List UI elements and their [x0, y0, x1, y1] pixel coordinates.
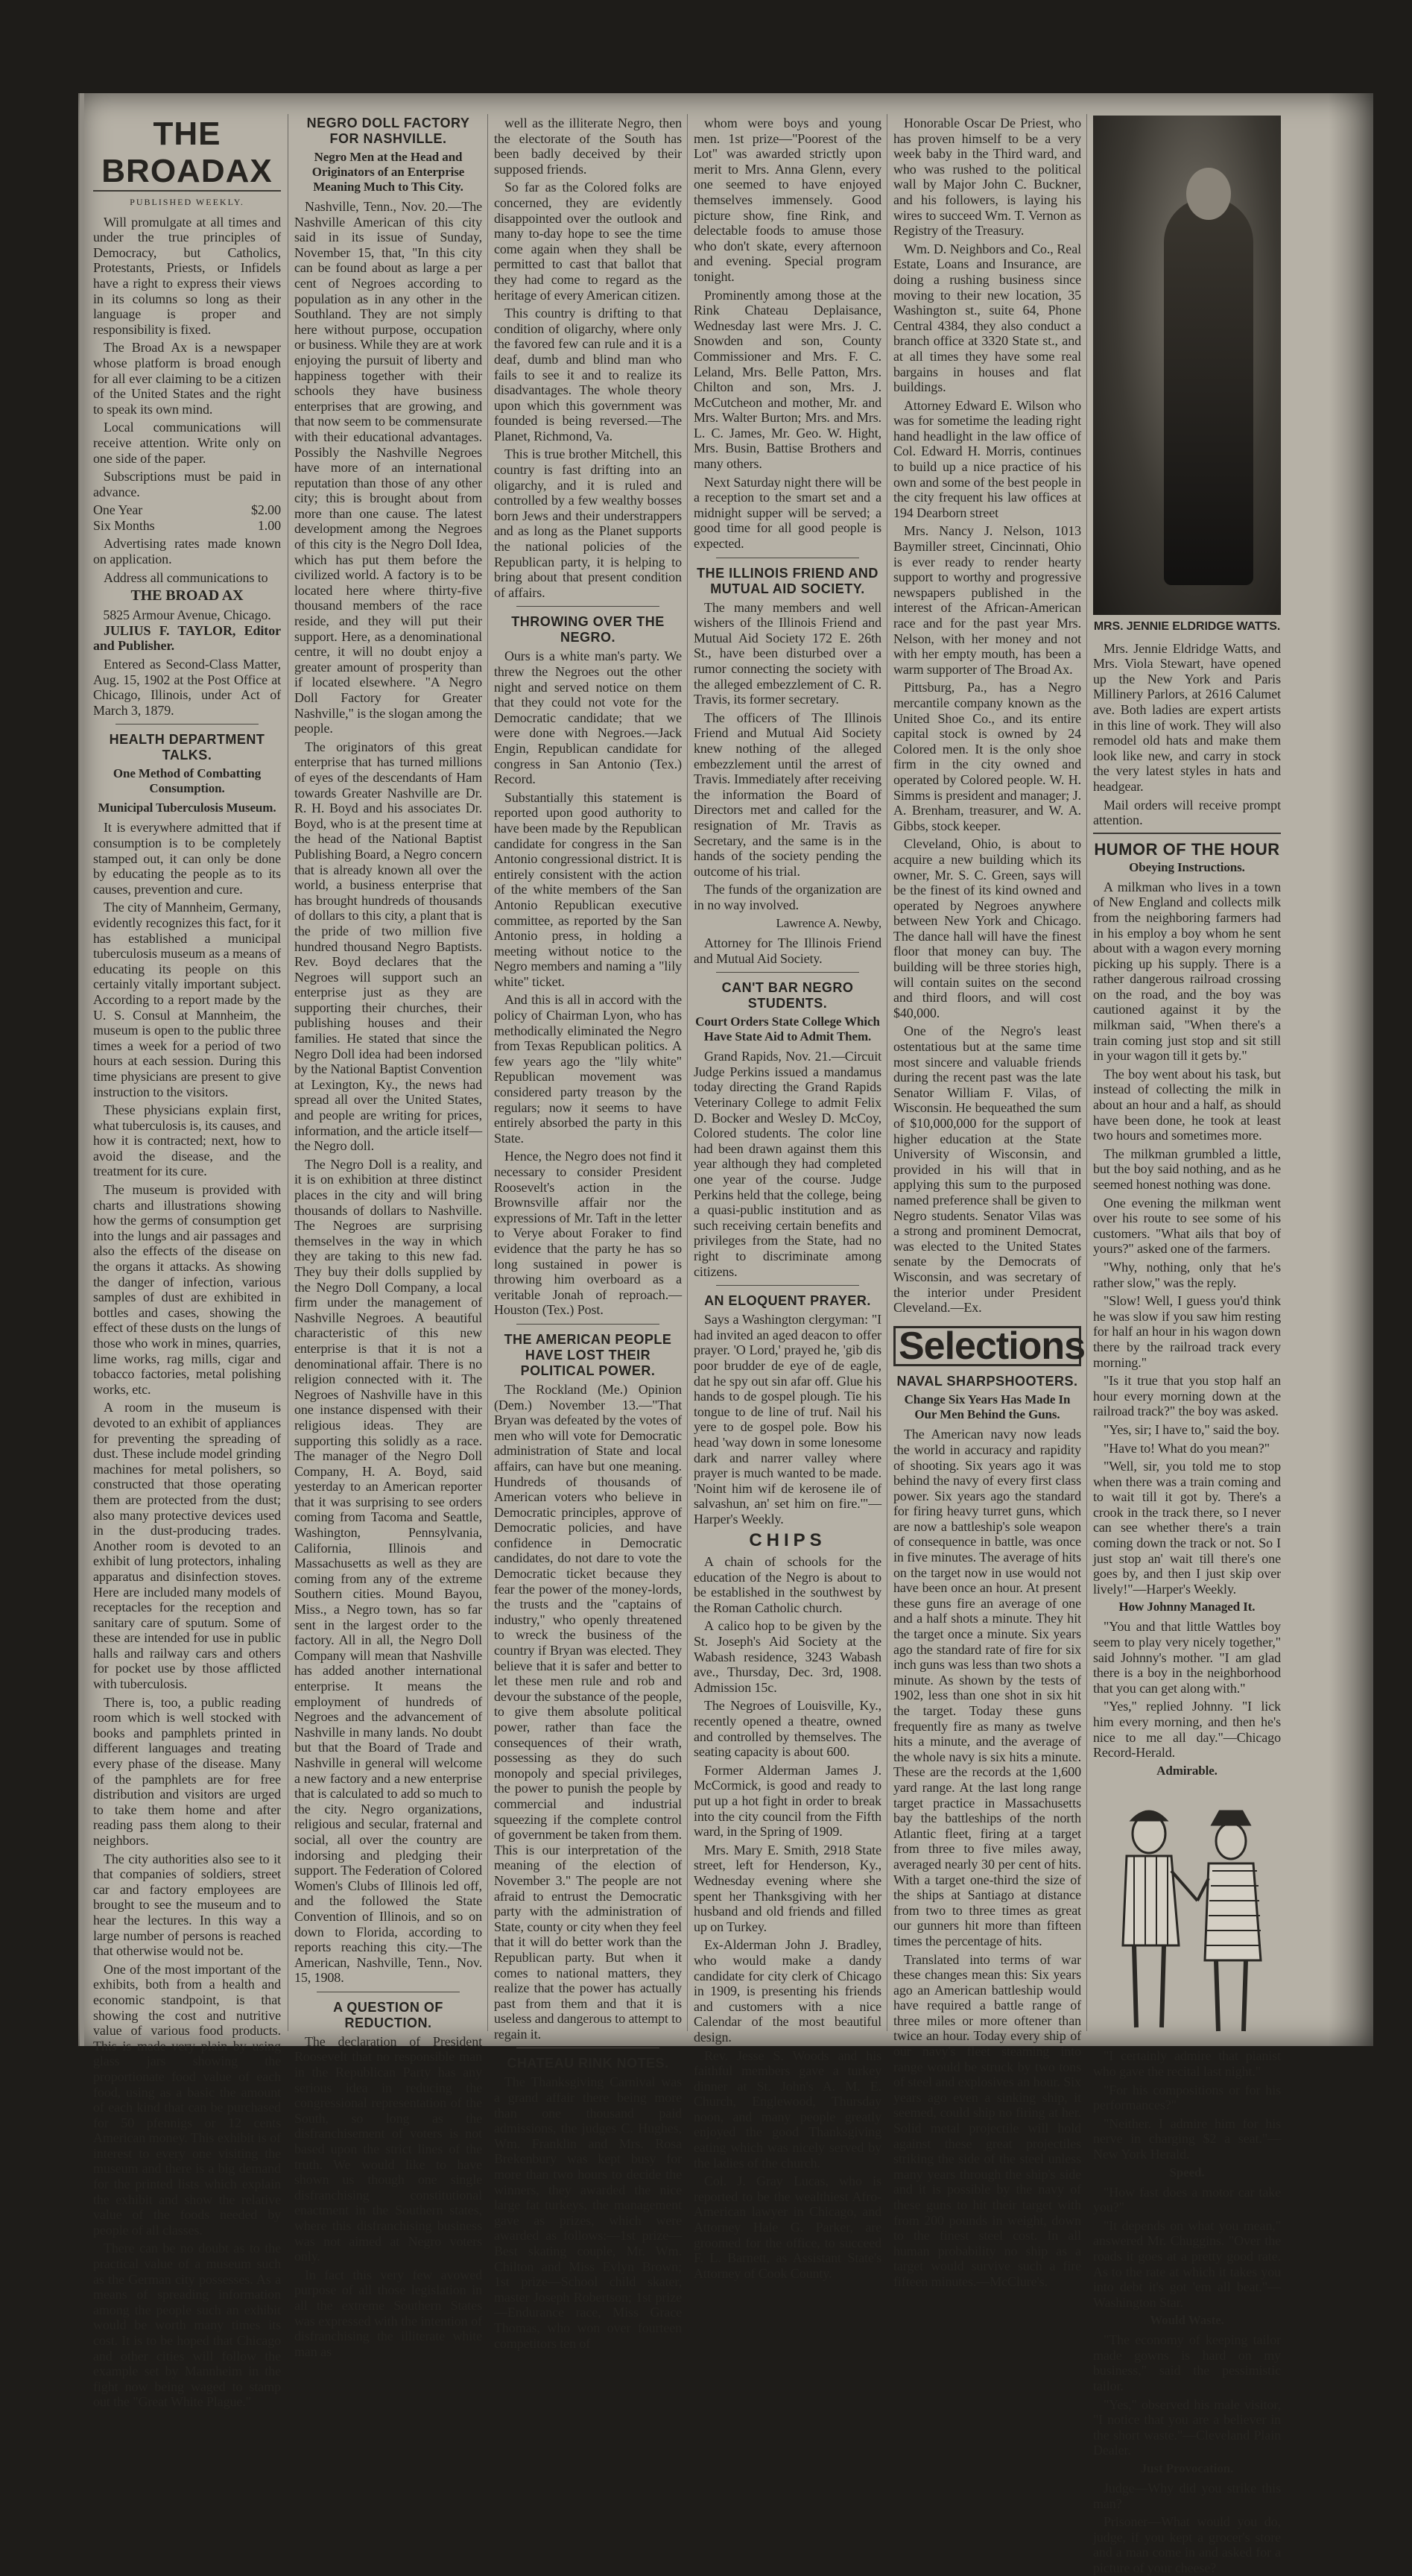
paragraph: "Why, nothing, only that he's rather slow," was the reply.	[1093, 1259, 1281, 1290]
paragraph: The funds of the organization are in no way involved.	[694, 882, 881, 912]
paragraph: The American navy now leads the world in accuracy and rapidity of shooting. Six years ago it was behind the navy of every first class power. Six years ago the standard for firing heavy turret guns, which are now a battleship's sole weapon of consequence in battle, was once in five minutes. The average of hits on the target now in use would not have been once an hour. At present these guns fire an average of one and a half shots a minute. They hit the target once a minute. Six years ago the standard rate of fire for six inch guns was less than two shots a minute. As shown by the tests of 1902, less than one shot in six hit the target. Today these guns frequently fire as many as twelve hits a minute, and the average of the whole navy is six hits a minute. These are the records at the 1,600 yard range. At the last long range target practice in Massachusetts bay the battleships of the north Atlantic fleet, firing at a target from three to five miles away, averaged nearly 30 per cent of hits. With a target one-third the size of the ships at Santiago at distance from two to three times as great our gunners hit more than fifteen times the percentage of hits.	[893, 1427, 1081, 1948]
paragraph: well as the illiterate Negro, then the electorate of the South has been badly deceived by their supposed friends.	[494, 116, 682, 177]
paper-address: 5825 Armour Avenue, Chicago.	[103, 607, 271, 623]
editor-line: JULIUS F. TAYLOR, Editor and Publisher.	[93, 622, 281, 654]
article-subheading: How Johnny Managed It.	[1118, 1600, 1256, 1614]
portrait-photo	[1093, 116, 1281, 615]
masthead-subtitle: PUBLISHED WEEKLY.	[130, 197, 244, 207]
binding-rail	[80, 93, 84, 2046]
paragraph: Judge—Why did you strike this man?	[1093, 2481, 1281, 2511]
masthead-policy: Will promulgate at all times and under the true principles of Democracy, but Catholics, Protestants, Priests, or Infidels have a right to express their views in its columns so long as their language is proper and responsibility is fixed.	[93, 214, 281, 337]
article-subheading: Court Orders State College Which Have State Aid to Admit Them.	[695, 1014, 880, 1044]
article-heading: THROWING OVER THE NEGRO.	[511, 614, 665, 645]
paragraph: These physicians explain first, what tuberculosis is, its causes, and how it is contracted; next, how to avoid the disease, and the treatment for its cure.	[93, 1102, 281, 1179]
article-subheading: Speed.	[1169, 2165, 1205, 2179]
paragraph: The officers of The Illinois Friend and Mutual Aid Society knew nothing of the alleged embezzlement until the arrest of Travis. Immediately after receiving the information the Board of Directors met and called for the resignation of Mr. Travis as Secretary, and the same is in the hands of the society pending the outcome of his trial.	[694, 710, 881, 879]
paragraph: "Yes," observed his male visitor, "I notice that you are a believer in the short waste."—Cleveland Plain Dealer.	[1093, 2396, 1281, 2458]
column-rule	[687, 114, 688, 2031]
paragraph: A calico hop to be given by the St. Joseph's Aid Society at the Wabash residence, 3243 Wabash ave., Thursday, Dec. 3rd, 1908. Admission 15c.	[694, 1618, 881, 1695]
paragraph: The declaration of President Roosevelt that no responsible man in the Republican Party has any serious idea in reducing the congressional representation of the South, so long as the disfranchisement of voters is not based upon the strict lines of the truth. We would like to have shown us though one single disfranchising constitutional enactment in the Southern states, where this disfranchising business was not aimed at Negro voters only.	[294, 2033, 482, 2264]
paper-name: THE BROAD AX	[130, 587, 244, 604]
article-subheading: Would Waste.	[1150, 2313, 1224, 2328]
cartoon-illustration	[1093, 1789, 1281, 2042]
paragraph: Ours is a white man's party. We threw the Negroes out the other night and served notice on them that they could not vote for the Democratic candidate; that we were done with Negroes.—Jack Engin, Republican candidate for congress in San Antonio (Tex.) Record.	[494, 648, 682, 787]
article-subheading: Obeying Instructions.	[1129, 859, 1245, 874]
masthead-title: THE BROADAX	[93, 116, 281, 192]
paragraph: Col. J. Gray Lucas, who is reported to be the wealthiest Afro-American lawyer in Chicago, and Attorney Hale G. Parker, are groomed for the office, to succeed F. L. Barnett, as Assistant State's Attorney of Cook County.	[694, 2174, 881, 2281]
paragraph: There is, too, a public reading room which is well stocked with books and pamphlets printed in different languages and treating every phase of the disease. Many of the pamphlets are for free distribution and visitors are urged to take them home and after reading pass them along to their neighbors.	[93, 1694, 281, 1848]
paragraph: It is everywhere admitted that if consumption is to be completely stamped out, it can only be done by educating the people as to its causes, prevention and cure.	[93, 820, 281, 897]
paragraph: Honorable Oscar De Priest, who has proven himself to be a very week baby in the Third ward, and who was rushed to the political wall by Major John C. Buckner, and his followers, is laying his wires to succeed Wm. T. Vernon as Registry of the Treasury.	[893, 116, 1081, 239]
paragraph: The originators of this great enterprise that has turned millions of eyes of the descendants of Ham towards Greater Nashville are Dr. R. H. Boyd and his associates Dr. Boyd, who is at the present time at the head of the National Baptist Publishing Board, a Negro concern that is already known all over the world, a business enterprise that has brought hundreds of thousands of dollars to this city, a plant that is the pride of two million five hundred thousand Negro Baptists. Rev. Boyd declares that the Negroes will support such an enterprise just as they are supporting their churches, their publishing houses and their families. He stated that since the Negro Doll idea had been indorsed by the National Baptist Convention at Lexington, Ky., the news had spread all over the United States, and people are writing for prices, information, and the article itself—the Negro doll.	[294, 739, 482, 1154]
paragraph: "Is it true that you stop half an hour every morning down at the railroad track?" the boy was asked.	[1093, 1373, 1281, 1419]
article-heading: THE ILLINOIS FRIEND AND MUTUAL AID SOCIETY.	[697, 565, 878, 596]
paragraph: "Yes," replied Johnny. "I lick him every morning, and then he's nice to me all day."—Chicago Record-Herald.	[1093, 1699, 1281, 1761]
article-heading: HEALTH DEPARTMENT TALKS.	[109, 732, 265, 763]
paragraph: This country is drifting to that condition of oligarchy, where only the favored few can rule and it is a deaf, dumb and blind man who fails to see it and to realize its disadvantages. The whole theory upon which this government was founded is being reversed.—The Planet, Richmond, Va.	[494, 306, 682, 443]
subscription-note: Subscriptions must be paid in advance.	[93, 469, 281, 499]
paragraph: Prominently among those at the Rink Chateau Deplaisance, Wednesday last were Mrs. J. C. Snowden and son, County Commissioner and Mrs. F. C. Leland, Mrs. Belle Patton, Mrs. Chilton and son, Mrs. J. McCutcheon and mother, Mr. and Mrs. Walter Burton; Mrs. and Mrs. L. C. James, Mr. Geo. W. Hight, Mrs. Busin, Battise Brothers and many others.	[694, 287, 881, 472]
paragraph: "Have to! What do you mean?"	[1104, 1440, 1270, 1456]
column-rule	[1086, 114, 1087, 2031]
article-heading: AN ELOQUENT PRAYER.	[704, 1293, 871, 1309]
paragraph: Mrs. Nancy J. Nelson, 1013 Baymiller street, Cincinnati, Ohio is ever ready to render hearty support to worthy and progressive newspapers published in the interest of the African-American race and for the past year Mrs. Nelson, with her money and not with her empty mouth, has been a warm supporter of The Broad Ax.	[893, 523, 1081, 677]
cartoon-title: Admirable.	[1156, 1763, 1218, 1778]
paragraph: The many members and well wishers of the Illinois Friend and Mutual Aid Society 172 E. 26th St., have been disturbed over a rumor connecting the society with the alleged embezzlement of C. R. Travis, its former secretary.	[694, 599, 881, 707]
paragraph: The city of Mannheim, Germany, evidently recognizes this fact, for it has established a municipal tuberculosis museum as a means of educating its people on this certainly vitally important subject. According to a report made by the U. S. Consul at Mannheim, the museum is open to the public three times a week for a period of two hours at each session. During this time physicians are present to give instruction to the visitors.	[93, 900, 281, 1099]
paragraph: "For his compositions or for his performances?"	[1093, 2082, 1281, 2113]
entered-note: Entered as Second-Class Matter, Aug. 15, 1902 at the Post Office at Chicago, Illinois, under Act of March 3, 1879.	[93, 657, 281, 718]
paragraph: Substantially this statement is reported upon good authority to have been made by the Republican candidate for congress in the San Antonio congressional district. It is entirely consistent with the action of the white members of the San Antonio Republican executive committee, as reported by the San Antonio press, in holding a meeting without notice to the Negro members and naming a "lily white" ticket.	[494, 789, 682, 989]
paragraph: One of the Negro's least ostentatious but at the same time most sincere and valuable friends during the recent past was the late Senator William F. Vilas, of Wisconsin. He bequeathed the sum of $10,000,000 for the support of higher education at the State University of Wisconsin, and provided in his will that in applying this sum to the purposed named preference shall be given to Negro students. Senator Vilas was a strong and prominent Democrat, was elected to the United States senate by the Democrats of Wisconsin, and was secretary of the interior under President Cleveland.—Ex.	[893, 1023, 1081, 1316]
rate-row: One Year $2.00	[93, 502, 281, 518]
paragraph: Mrs. Jennie Eldridge Watts, and Mrs. Viola Stewart, have opened up the New York and Paris Millinery Parlors, at 2616 Calumet ave. Both ladies are expert artists in this line of work. They will also remodel old hats and make them look like new, and carry in stock the very latest styles in hats and headgear.	[1093, 640, 1281, 794]
paragraph: In fact this very few avowed purpose of all those legislation in all the extreme Southern States was expressed with the intention of disfranchising the illiterate white man as	[294, 2267, 482, 2359]
column-1	[93, 116, 281, 2410]
paragraph: Ex-Alderman John J. Bradley, who would make a dandy candidate for city clerk of Chicago in 1909, is presenting his friends and customers with a nice Calendar of the most beautiful design.	[694, 1937, 881, 2045]
paragraph: Next Saturday night there will be a reception to the smart set and a midnight supper will be served; a good time for all good people is expected.	[694, 474, 881, 552]
column-3	[494, 116, 682, 2351]
article-heading: CAN'T BAR NEGRO STUDENTS.	[721, 980, 854, 1011]
paragraph: Mrs. Mary E. Smith, 2918 State street, left for Henderson, Ky., Wednesday evening where she spent her Thanksgiving with her husband and old friends and filled up on Turkey.	[694, 1842, 881, 1934]
column-6	[1093, 116, 1281, 2575]
photo-caption: MRS. JENNIE ELDRIDGE WATTS.	[1093, 620, 1281, 633]
paragraph: Mail orders will receive prompt attention.	[1093, 797, 1281, 828]
article-subheading: One Method of Combatting Consumption.	[113, 766, 262, 796]
article-subheading: Negro Men at the Head and Originators of an Enterprise Meaning Much to This City.	[311, 150, 465, 194]
cartoon-figure-right	[1197, 1811, 1261, 2031]
article-heading: THE AMERICAN PEOPLE HAVE LOST THEIR POLITICAL POWER.	[504, 1331, 672, 1378]
paragraph: One evening the milkman went over his route to see some of his customers. "What ails that boy of yours?" asked one of the farmers.	[1093, 1195, 1281, 1257]
paragraph: Grand Rapids, Nov. 21.—Circuit Judge Perkins issued a mandamus today directing the Grand Rapids Veterinary College to admit Felix D. Bocker and Wesley D. McCoy, Colored students. The color line had been drawn against them this year although they had completed one year of the course. Judge Perkins held that the college, being a quasi-public institution and as such receiving certain benefits and privileges from the State, had no right to discriminate among citizens.	[694, 1049, 881, 1279]
paragraph: So far as the Colored folks are concerned, they are evidently disappointed over the outlook and many to-day hope to see the time come again when they shall be permitted to cast that ballot that they had come to regard as the heritage of every American citizen.	[494, 180, 682, 303]
cartoon-figure-left	[1123, 1811, 1197, 2027]
column-5	[893, 116, 1086, 2289]
paragraph: The boy went about his task, but instead of collecting the milk in about an hour and a half, as should have been done, he took at least two hours and sometimes more.	[1093, 1066, 1281, 1143]
paragraph: "Well, sir, you told me to stop when there was a train coming and to wait till it got by. There's a crook in the track there, so I never can see whether there's a train coming down the track or not. So I just stop an' wait till there's one goes by, and then I just skip over lively!"—Harper's Weekly.	[1093, 1459, 1281, 1597]
paragraph: "The economy of keeping tailor made gowns is hard on my business," said the pessimistic tailor.	[1093, 2332, 1281, 2394]
paragraph: The Negroes of Louisville, Ky., recently opened a theatre, owned and controlled by themselves. The seating capacity is about 600.	[694, 1698, 881, 1760]
article-subheading: Just Provocation.	[1140, 2461, 1234, 2476]
column-4	[694, 116, 881, 2281]
paragraph: "Neither. I admire him for his nerve in charging $2 a seat."—New York Herald.	[1093, 2115, 1281, 2162]
paragraph: The Thanksgiving Carnival was a grand affair there being more than one thousand paid admissions, the judges C. Hughes, Wm. Franklin and Mrs. Rosa Brekenbury was kept busy for more than two hours to decide the winners, they awarded the nice large fat turkeys, the management gave as prizes, which were awarded as follows:—1st prize—Best skating couple, Mr. Wm. Chilton and Miss Evlyn Brown; 1st prize—School child skater, master Joseph Robertson; 1st prize—Endurance race, Miss Grace Thomas, who won over fourteen competitors ten of	[494, 2074, 682, 2351]
portrait-figure	[1164, 198, 1253, 585]
paragraph: A room in the museum is devoted to an exhibit of appliances for preventing the spreading of dust. These include model grinding machines for metal polishers, so constructed that those operating them are protected from the dust; also many protective devices used in the dust-producing trades. Another room is devoted to an exhibit of lung protectors, inhaling apparatus and disinfection stoves. Here are included many models of receptacles for the reception and sanitary care of sputum. Some of these are intended for use in public halls and railway cars and others for pocket use by those afflicted with tuberculosis.	[93, 1400, 281, 1692]
signature-title: Attorney for The Illinois Friend and Mutual Aid Society.	[694, 935, 881, 966]
paragraph: One of the most important of the exhibits, both from a health and economic standpoint, is that showing the cost and nutritive value of various food products. This is made very plain by using glass jars showing the proportionate food value of each food, using as a basic the amount of each kind that can be purchased for 50 pfennigs or 12 cents American money. This exhibit is of interest to every one visiting the museum and there is a big demand for the printed lists which explain the exhibit and show the relative value of the foods needed by people of all classes.	[93, 1961, 281, 2238]
paragraph: whom were boys and young men. 1st prize—"Poorest of the Lot" was awarded strictly upon merit to Mrs. Anna Glenn, every one seemed to have enjoyed themselves immensely. Good picture show, fine Rink, and delectable foods to amuse those who don't skate, every afternoon and evening. Special program tonight.	[694, 116, 881, 284]
paragraph: "Slow! Well, I guess you'd think he was slow if you saw him resting for half an hour in his wagon down there by the railroad track every morning."	[1093, 1293, 1281, 1370]
portrait-head	[1186, 168, 1231, 220]
paragraph: The Negro Doll is a reality, and it is on exhibition at three distinct places in the city and will bring thousands of dollars to Nashville. The Negroes are surprising themselves in the way in which they are taking to this new fad. They buy their dolls supplied by the Negro Doll Company, a local firm under the management of Nashville Negroes. A beautiful characteristic of this new enterprise is that it is not a denominational affair. There is no religion connected with it. The Negroes of Nashville have in this one instance dispensed with their religious ideas. They are supporting this solidly as a race. The manager of the Negro Doll Company, H. A. Boyd, said yesterday to an American reporter that it was surprising to see orders coming from Tacoma and Seattle, Washington, Pennsylvania, California, Illinois and Massachusetts as well as they are coming from any of the extreme Southern cities. Mound Bayou, Miss., a Negro town, has so far sent in the largest order to the factory. All in all, the Negro Doll Company will mean that Nashville has added another international enterprise. It means the employment of hundreds of Negroes and the advancement of Nashville in many lands. No doubt but that the Board of Trade and Nashville in general will welcome a new factory and a new enterprise that is calculated to add so much to the city. Negro organizations, religious and secular, fraternal and social, all over the country are indorsing and pledging their support. The Federation of Colored Women's Clubs of Illinois led off, and the followed the State Convention of Illinois, and so on down to Florida, according to reports reaching this city.—The American, Nashville, Tenn., Nov. 15, 1908.	[294, 1156, 482, 1986]
article-heading: A QUESTION OF REDUCTION.	[333, 1999, 443, 2030]
paragraph: The city authorities also see to it that companies of soldiers, street car and factory employees are brought to see the museum and to hear the lectures. In this way a large number of persons is reached that otherwise would not be.	[93, 1851, 281, 1959]
paragraph: The Rockland (Me.) Opinion (Dem.) November 13.—"That Bryan was defeated by the votes of men who will vote for Democratic administration of State and local affairs, can have but one meaning. Hundreds of thousands of American voters who believe in Democratic principles, approve of Democratic policies, and have confidence in Democratic candidates, do not dare to vote the Democratic ticket because they fear the power of the money-lords, the trusts and the "captains of industry," who openly threatened to wreck the business of the country if Bryan was elected. They believe that it is safer and better to let these men rule and rob and devour the substance of the people, to give them absolute political power, rather than face the consequences of their wrath, possessing as they do such monopoly and special privileges, the power to punish the people by commercial and industrial squeezing if the complete control of government be taken from them. This is our interpretation of the meaning of the election of November 3." The people are not afraid to entrust the Democratic party with the administration of State, county or city when they feel that it will do better work than the Republican party. But when it comes to national matters, they realize that the power has actually past from them and that it is useless and dangerous to attempt to regain it.	[494, 1381, 682, 2042]
selections-banner: Selections	[893, 1326, 1081, 1367]
paragraph: Says a Washington clergyman: "I had invited an aged deacon to offer prayer. 'O Lord,' prayed he, 'gib dis poor brudder de eye of de eagle, dat he spy out sin afar off. Glue his hands to de gospel plough. Tie his tongue to de line of truf. Nail his yere to de gospel pole. Bow his head 'way down in some lonesome dark and narrer valley where prayer is much wanted to be made. 'Noint him wif de kerosene ile of salvashun, an' set him on fire.'"—Harper's Weekly.	[694, 1312, 881, 1527]
masthead-local: Local communications will receive attention. Write only on one side of the paper.	[93, 420, 281, 466]
paragraph: "You and that little Wattles boy seem to play very nicely together," said Johnny's mother. "I am glad there is a boy in the neighborhood that you can get along with."	[1093, 1619, 1281, 1696]
paragraph: Hence, the Negro does not find it necessary to consider President Roosevelt's action in the Brownsville affair nor the expressions of Mr. Taft in the letter to Verye about Foraker to find evidence that the party he has so long sustained in power is throwing him overboard as a veritable Jonah of reproach.—Houston (Tex.) Post.	[494, 1149, 682, 1318]
paragraph: Translated into terms of war these changes mean this: Six years ago an American battleship would have required a battle range of three miles or more oftener than twice an hour. Today every ship of our navy's fleet steaming into range would be struck by two tons of steel and explosives an hour. Six years ago even a sinking ship, it seemed, could ship no firing at her. Solid metal projectile will hold against these great projectiles striking the side of the steel unless many years through the ship's side and it is possible by the navy of these guns to hit their target with from 200 pounds in weight, down to the finest steel cost. In all human probability no ship as a target would survive such a fire fifteen minutes.—McClure's.	[893, 1951, 1081, 2289]
paragraph: Cleveland, Ohio, is about to acquire a new building which its owner, Mr. S. C. Green, says will be the finest of its kind owned and operated by Negroes anywhere between New York and Chicago. The dance hall will have the finest floor that money can buy. The building will be three stories high, will contain suites on the second and third floors, and will cost $40,000.	[893, 836, 1081, 1020]
paragraph: "How fast does a motor car take you?"	[1093, 2184, 1281, 2215]
paragraph: A chain of schools for the education of the Negro is about to be established in the southwest by the Roman Catholic church.	[694, 1554, 881, 1615]
article-subheading: Municipal Tuberculosis Museum.	[98, 801, 276, 815]
paragraph: A milkman who lives in a town of New England and collects milk from the neighboring farmers had in his employ a boy whom he sent about with a wagon every morning picking up his supply. There is a rather dangerous railroad crossing on the road, and the boy was cautioned against it by the milkman said, "When there's a train coming just stop and sit still in your wagon till it gets by."	[1093, 879, 1281, 1064]
masthead-statement: The Broad Ax is a newspaper whose platform is broad enough for all ever claiming to be a citizen of the United States and the right to speak its own mind.	[93, 340, 281, 417]
paragraph: This is true brother Mitchell, this country is fast drifting into an oligarchy, and it is ruled and controlled by a few wealthy bosses born Jews and their understrappers and as long as the Planet supports the national policies of the Republican party, it is helping to bring about that present condition of affairs.	[494, 446, 682, 600]
newspaper-page	[78, 93, 1373, 2575]
rate-row: Six Months 1.00	[93, 517, 281, 533]
paragraph: And this is all in accord with the policy of Chairman Lyon, who has methodically eliminated the Negro from Texas Republican politics. A few years ago the "lily white" Republican movement was considered party treason by the regulars; now it seems to have entirely absorbed the party in this State.	[494, 992, 682, 1146]
paragraph: Attorney Edward E. Wilson who was for sometime the leading right hand headlight in the law office of Col. Edward H. Morris, continues to build up a nice practice of his own and some of the best people in the city frequent his law offices at 194 Dearborn street	[893, 397, 1081, 520]
paragraph: Wm. D. Neighbors and Co., Real Estate, Loans and Insurance, are doing a rushing business since moving to their new location, 35 Washington st., suite 64, Phone Central 4384, they also conduct a branch office at 3320 State st., and at all times they have some real bargains in houses and flat buildings.	[893, 241, 1081, 395]
column-rule	[487, 114, 488, 2031]
paragraph: There can be no doubt as to the practical value of a museum such as the German city possesses. As a means of spreading information among the people such an exhibit would be worth many times its cost. It is to be hoped that Chicago and other cities will follow the example set by Mannheim in the fight now being waged to stamp out the "Great White Plague."	[93, 2241, 281, 2410]
advertising-note: Advertising rates made known on application.	[93, 536, 281, 567]
signature: Lawrence A. Newby,	[776, 915, 881, 930]
humor-heading: HUMOR OF THE HOUR	[1094, 839, 1280, 859]
paragraph: Former Alderman James J. McCormick, is good and ready to put up a hot fight in order to break into the city council from the Fifth ward, in the Spring of 1909.	[694, 1762, 881, 1840]
paragraph: The milkman grumbled a little, but the boy said nothing, and as he seemed honest nothing was done.	[1093, 1146, 1281, 1192]
article-heading: CHATEAU RINK NOTES.	[507, 2056, 669, 2071]
page-fold-shadow	[1329, 93, 1373, 2046]
paragraph: Rev. Jesse S. Woods and his faithful members gave a turkey dinner at St. John's A. M. E. Church, Englewood, Thursday noon, and many people greatly enjoyed the good Thanksgiving eating which was nicely served by the ladies of the church.	[694, 2048, 881, 2171]
article-heading: NAVAL SHARPSHOOTERS.	[896, 1374, 1078, 1389]
article-heading: NEGRO DOLL FACTORY FOR NASHVILLE.	[306, 116, 470, 146]
column-2	[294, 116, 482, 2359]
paragraph: Pittsburg, Pa., has a Negro mercantile company known as the United Shoe Co., and its entire capital stock is owned by 24 Colored men. It is the only shoe firm in the city owned and operated by Colored people. W. H. Simms is president and manager; J. A. Brenham, treasurer, and W. A. Gibbs, stock keeper.	[893, 680, 1081, 833]
article-subheading: Change Six Years Has Made In Our Men Behind the Guns.	[904, 1392, 1071, 1422]
paragraph: "Yes, sir; I have to," said the boy.	[1104, 1421, 1280, 1437]
paragraph: Nashville, Tenn., Nov. 20.—The Nashville American of this city said in its issue of Sunday, November 15, that, "In this city can be found about as large a per cent of Negroes according to population as in any other in the Southland. They are not simply here without purpose, occupation or business. While they are at work enjoying the pursuit of liberty and happiness together with their schools they have business enterprises that are growing, and that now seem to be commensurate with their educational advantages. Possibly the Nashville Negroes have more of an international reputation than those of any other city; this is brought about from more than one cause. The latest development among the Negroes of this city is the Negro Doll Idea, which has put them before the civilized world. A factory is to be located here where thirty-five thousand members of the race reside, and they will put their support. Here, as a denominational centre, it will no doubt enjoy a greater amount of prosperity than if located elsewhere. "A Negro Doll Factory for Greater Nashville," is the slogan among the people.	[294, 199, 482, 736]
paragraph: "I certainly admire that pianist who gave the recital last night."	[1093, 2048, 1281, 2079]
paragraph: The museum is provided with charts and illustrations showing how the germs of consumption get into the lungs and air passages and also the effects of the disease on the organs it attacks. As showing the danger of infection, various samples of dust are exhibited in bottles and cases, showing the effect of these dusts on the lungs of those who work in mines, quarries, lime works, rag mills, cigar and tobacco factories, metal polishing works, etc.	[93, 1182, 281, 1397]
chips-heading: CHIPS	[749, 1530, 826, 1550]
paragraph: Prisoner—What would you do, judge, if you kept a grocer's store and a man come in and asked for a picture of your cheese?	[1093, 2514, 1281, 2575]
address-note: Address all communications to	[104, 569, 268, 585]
paragraph: "It depends on what you mean," answered Mr. Chuggins. "Over the roads it goes at a pretty good rate. As to the rate at which it takes you into debt it's got 'em all beat."—Washington Star.	[1093, 2217, 1281, 2310]
